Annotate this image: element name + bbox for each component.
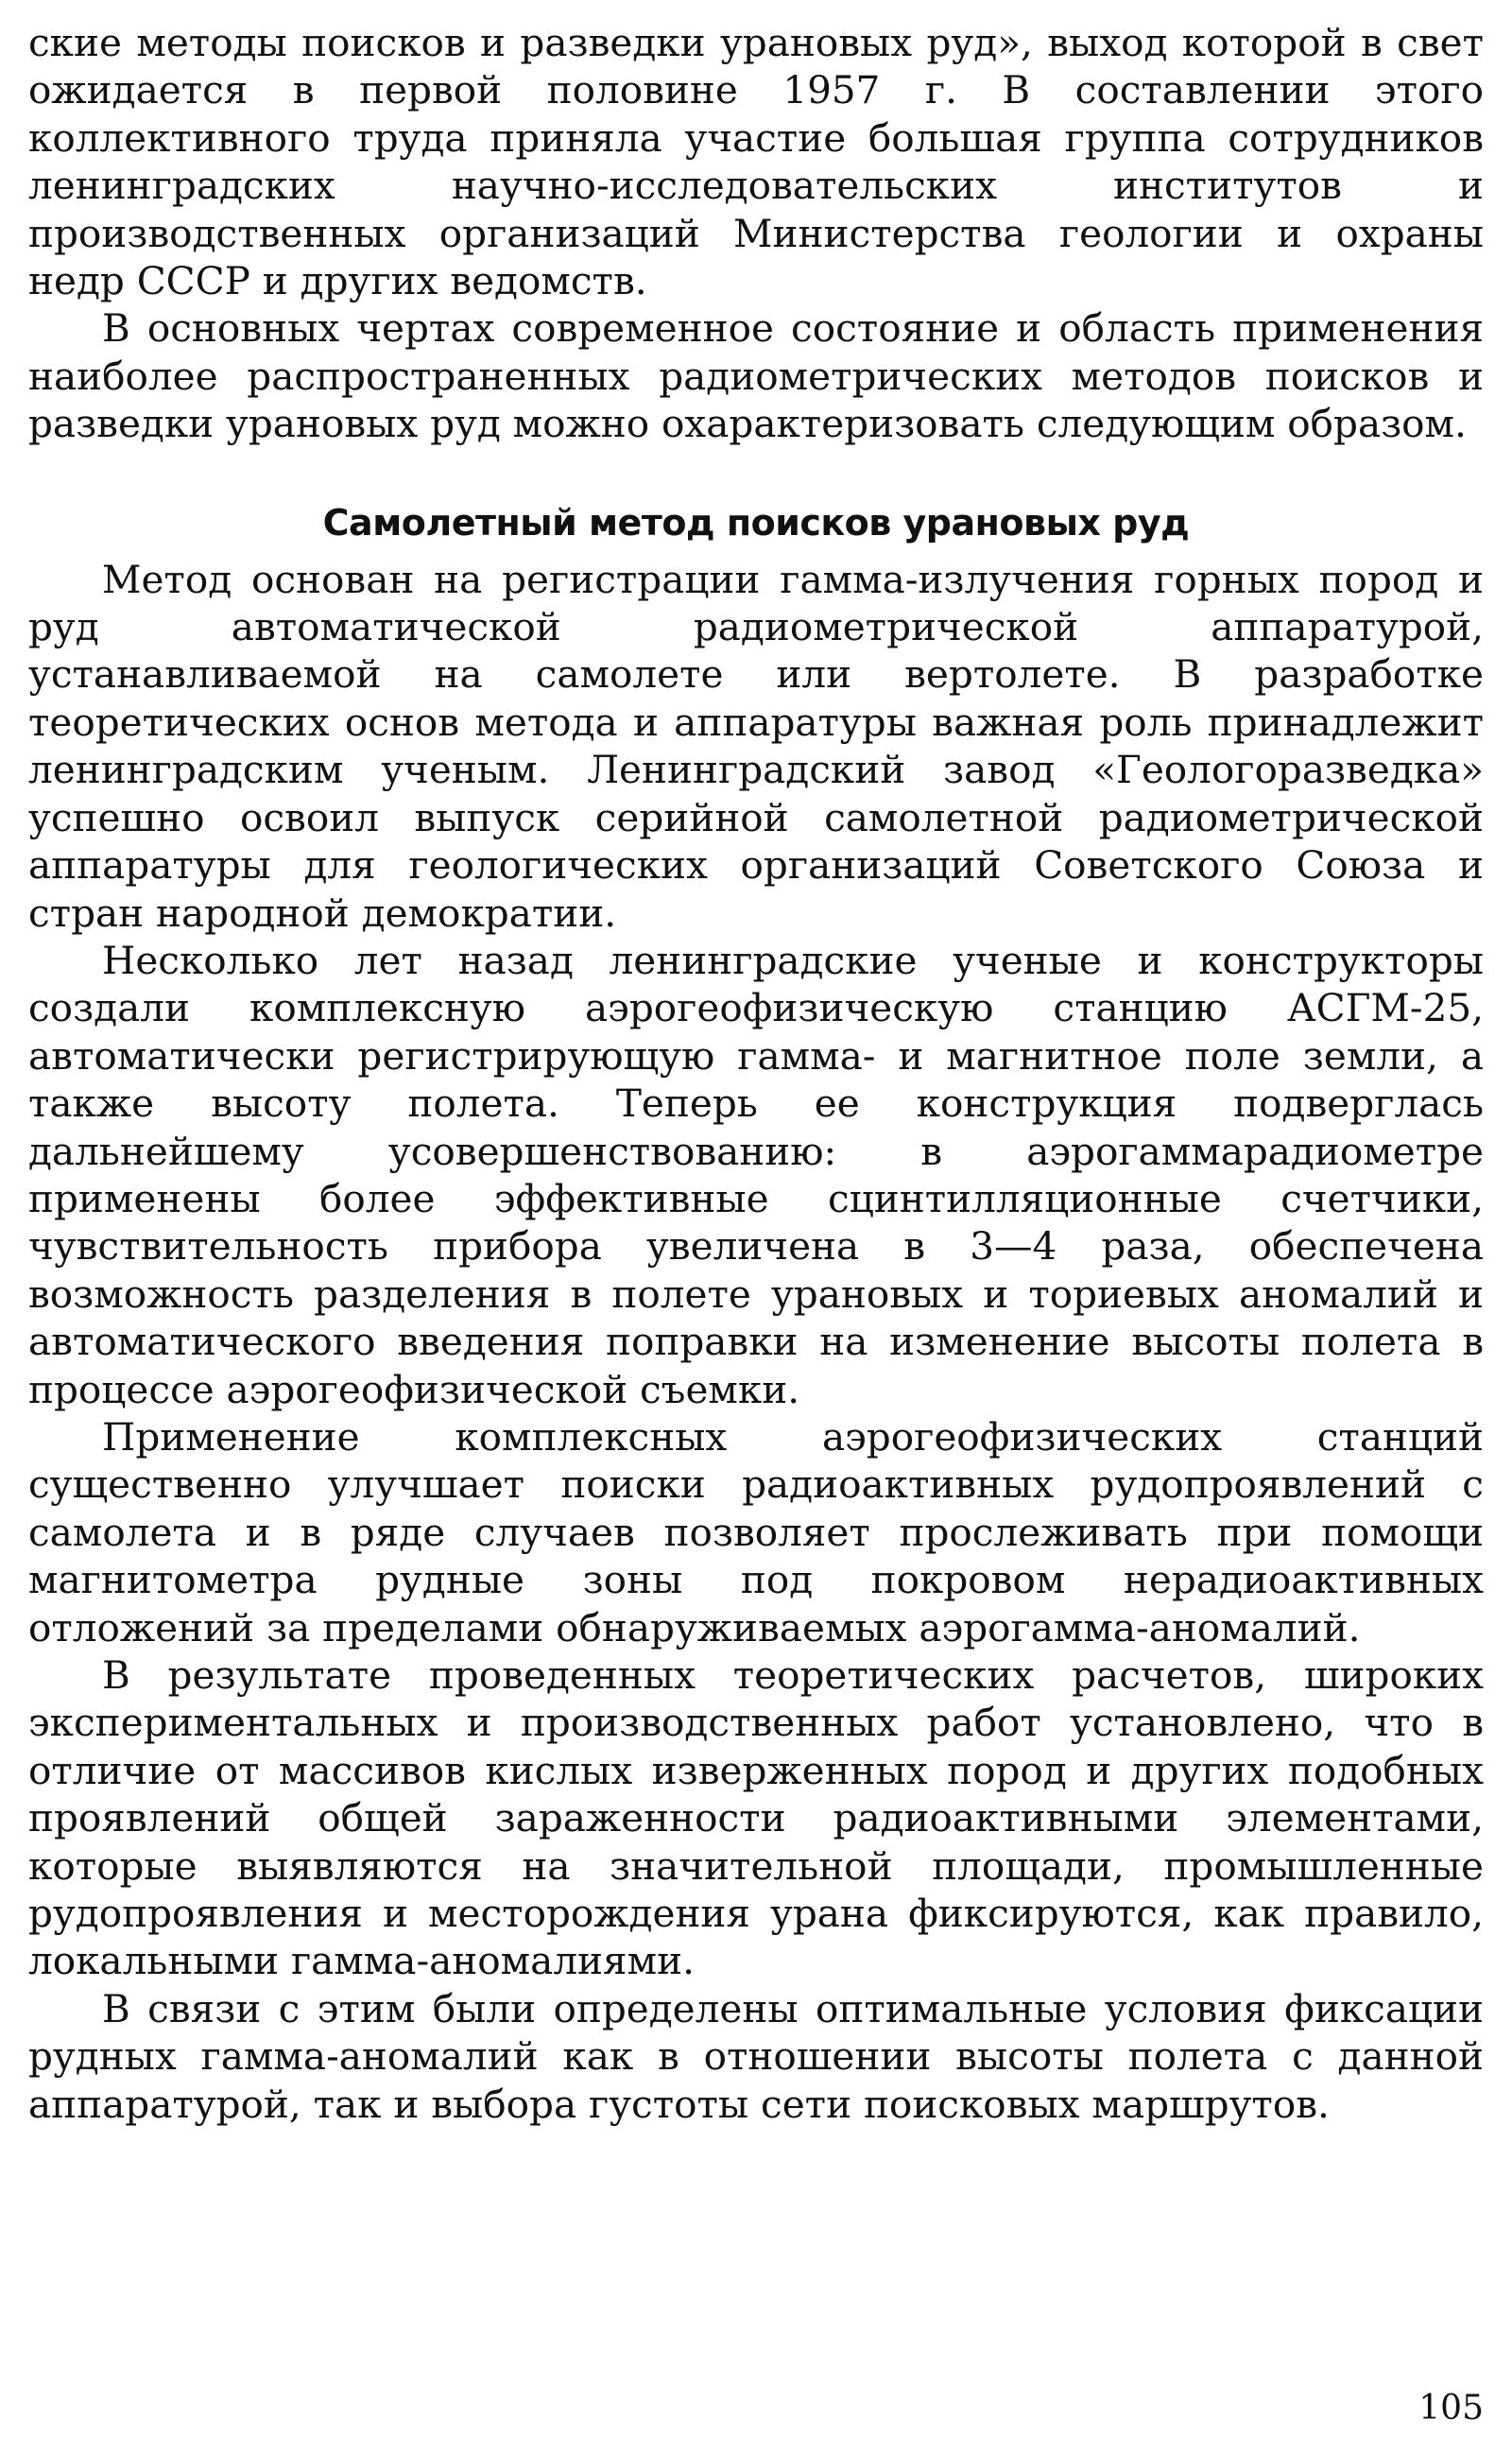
paragraph-station: Несколько лет назад ленинградские ученые и конструкторы создали комплексную аэрогеофизическую станцию АСГМ-25, автоматически регистрирующую гамма- и магнитное поле земли, а также высоту полета. Теперь ее конструкция подверглась дальнейшему усовершенствованию: в аэрогаммарадиометре применены более эффективные сцинтилляционные счетчики, чувствительность прибора увеличена в 3—4 раза, обеспечена возможность разделения в полете урановых и ториевых аномалий и автоматического введения поправки на изменение высоты полета в процессе аэрогеофизической съемки. (28, 937, 1484, 1412)
section-heading: Самолетный метод поисков урановых руд (322, 501, 1190, 544)
paragraph-continued: ские методы поисков и разведки урановых руд», выход которой в свет ожидается в первой половине 1957 г. В составлении этого коллективного труда приняла участие большая группа сотрудников ленинградских научно-исследовательских институтов и производственных организаций Министерства геологии и охраны недр СССР и других ведомств. (28, 20, 1484, 304)
paragraph-summary: В основных чертах современное состояние и область применения наиболее распространенных радиометрических методов поисков и разведки урановых руд можно охарактеризовать следующим образом. (28, 305, 1484, 447)
paragraph-conditions: В связи с этим были определены оптимальные условия фиксации рудных гамма-аномалий как в отношении высоты полета с данной аппаратурой, так и выбора густоты сети поисковых маршрутов. (28, 1985, 1484, 2127)
page-number: 105 (1418, 2389, 1484, 2428)
paragraph-method: Метод основан на регистрации гамма-излучения горных пород и руд автоматической радиометрической аппаратурой, устанавливаемой на самолете или вертолете. В разработке теоретических основ метода и аппаратуры важная роль принадлежит ленинградским ученым. Ленинградский завод «Геологоразведка» успешно освоил выпуск серийной самолетной радиометрической аппаратуры для геологических организаций Советского Союза и стран народной демократии. (28, 556, 1484, 936)
paragraph-application: Применение комплексных аэрогеофизических станций существенно улучшает поиски радиоактивных рудопроявлений с самолета и в ряде случаев позволяет прослеживать при помощи магнитометра рудные зоны под покровом нерадиоактивных отложений за пределами обнаруживаемых аэрогамма-аномалий. (28, 1413, 1484, 1650)
paragraph-results: В результате проведенных теоретических расчетов, широких экспериментальных и производственных работ установлено, что в отличие от массивов кислых изверженных пород и других подобных проявлений общей зараженности радиоактивными элементами, которые выявляются на значительной площади, промышленные рудопроявления и месторождения урана фиксируются, как правило, локальными гамма-аномалиями. (28, 1652, 1484, 1984)
